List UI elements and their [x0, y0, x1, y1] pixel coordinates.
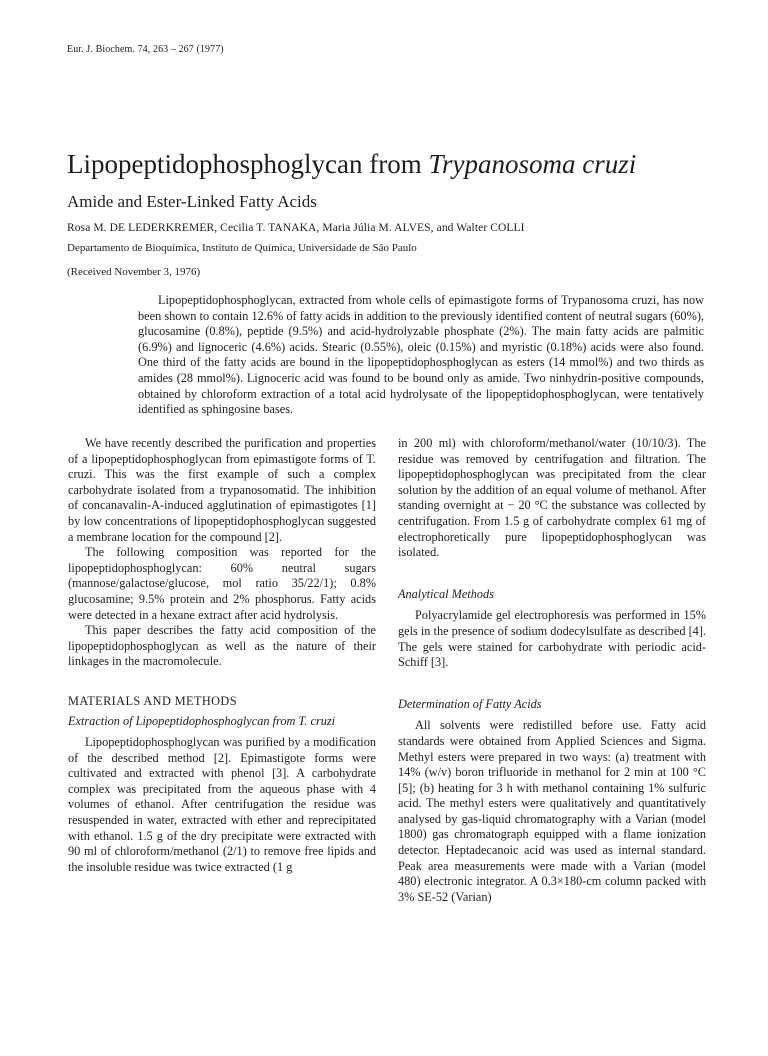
left-column [68, 436, 376, 875]
paper-subtitle: Amide and Ester-Linked Fatty Acids [67, 192, 317, 211]
title-organism: Trypanosoma cruzi [428, 149, 637, 179]
right-column [398, 436, 706, 905]
extraction-paragraph-continued: in 200 ml) with chloroform/methanol/water (10/10/3). The residue was removed by centrifugation and filtration. The lipopeptidophosphoglycan was precipitated from the clear solution by the addition of an equal volume of methanol. After standing overnight at − 20 °C the substance was collected by centrifugation. From 1.5 g of carbohydrate complex 61 mg of electrophoretically pure lipopeptidophosphoglycan was isolated. [398, 436, 706, 560]
extraction-heading: Extraction of Lipopeptidophosphoglycan from T. cruzi [68, 713, 336, 728]
fatty-acids-heading: Determination of Fatty Acids [398, 696, 542, 711]
received-date: (Received November 3, 1976) [67, 266, 201, 278]
title-main: Lipopeptidophosphoglycan from [67, 149, 429, 179]
intro-paragraph-3: This paper describes the fatty acid composition of the lipopeptidophosphoglycan as well as the nature of their linkages in the macromolecule. [68, 623, 376, 669]
author-list: Rosa M. DE LEDERKREMER, Cecilia T. TANAKA, Maria Júlia M. ALVES, and Walter COLLI [67, 222, 525, 234]
paper-title [67, 148, 636, 180]
intro-paragraph-1: We have recently described the purification and properties of a lipopeptidophosphoglycan from epimastigote forms of T. cruzi. This was the first example of such a complex carbohydrate isolated from a trypanosomatid. The inhibition of concanavalin-A-induced agglutination of epimastigotes [1] by low concentrations of lipopeptidophosphoglycan suggested a membrane location for the compound [2]. [68, 436, 376, 544]
analytical-methods-paragraph: Polyacrylamide gel electrophoresis was performed in 15% gels in the presence of sodium dodecylsulfate as described [4]. The gels were stained for carbohydrate with periodic acid-Schiff [3]. [398, 608, 707, 670]
affiliation: Departamento de Bioquímica, Instituto de Química, Universidade de São Paulo [67, 242, 417, 254]
analytical-methods-heading: Analytical Methods [398, 586, 494, 601]
journal-reference: Eur. J. Biochem. 74, 263 – 267 (1977) [67, 44, 224, 55]
extraction-paragraph: Lipopeptidophosphoglycan was purified by a modification of the described method [2]. Epimastigote forms were cultivated and extracted with phenol [3]. A carbohydrate complex was precipitated from the aqueous phase with 4 volumes of ethanol. After centrifugation the residue was resuspended in water, extracted with ether and reprecipitated with ethanol. 1.5 g of the dry precipitate were extracted with 90 ml of chloroform/methanol (2/1) to remove free lipids and the insoluble residue was twice extracted (1 g [68, 735, 376, 874]
methods-heading: MATERIALS AND METHODS [68, 693, 237, 708]
intro-paragraph-2: The following composition was reported for the lipopeptidophosphoglycan: 60% neutral sugars (mannose/galactose/glucose, mol ratio 35/22/1); 0.8% glucosamine; 9.5% protein and 2% phosphorus. Fatty acids were detected in a hexane extract after acid hydrolysis. [68, 545, 376, 622]
abstract: Lipopeptidophosphoglycan, extracted from whole cells of epimastigote forms of Trypanosoma cruzi, has now been shown to contain 12.6% of fatty acids in addition to the previously identified content of neutral sugars (60%), glucosamine (0.8%), peptide (9.5%) and acid-hydrolyzable phosphate (2%). The main fatty acids are palmitic (6.9%) and lignoceric (4.6%) acids. Stearic (0.55%), oleic (0.15%) and myristic (0.18%) acids were also found. One third of the fatty acids are bound in the lipopeptidophosphoglycan as esters (14 mmol%) and two thirds as amides (28 mmol%). Lignoceric acid was found to be bound only as amide. Two ninhydrin-positive compounds, obtained by chloroform extraction of a total acid hydrolysate of the lipopeptidophosphoglycan, were tentatively identified as sphingosine bases. [138, 293, 704, 417]
fatty-acids-paragraph: All solvents were redistilled before use. Fatty acid standards were obtained from Applied Sciences and Sigma. Methyl esters were prepared in two ways: (a) treatment with 14% (w/v) boron trifluoride in methanol for 2 min at 100 °C [5]; (b) heating for 3 h with methanol containing 1% sulfuric acid. The methyl esters were qualitatively and quantitatively analysed by gas-liquid chromatography with a Varian (model 1800) gas chromatograph equipped with a flame ionization detector. Heptadecanoic acid was used as internal standard. Peak area measurements were made with a Varian (model 480) electronic integrator. A 0.3×180-cm column packed with 3% SE-52 (Varian) [398, 718, 706, 904]
